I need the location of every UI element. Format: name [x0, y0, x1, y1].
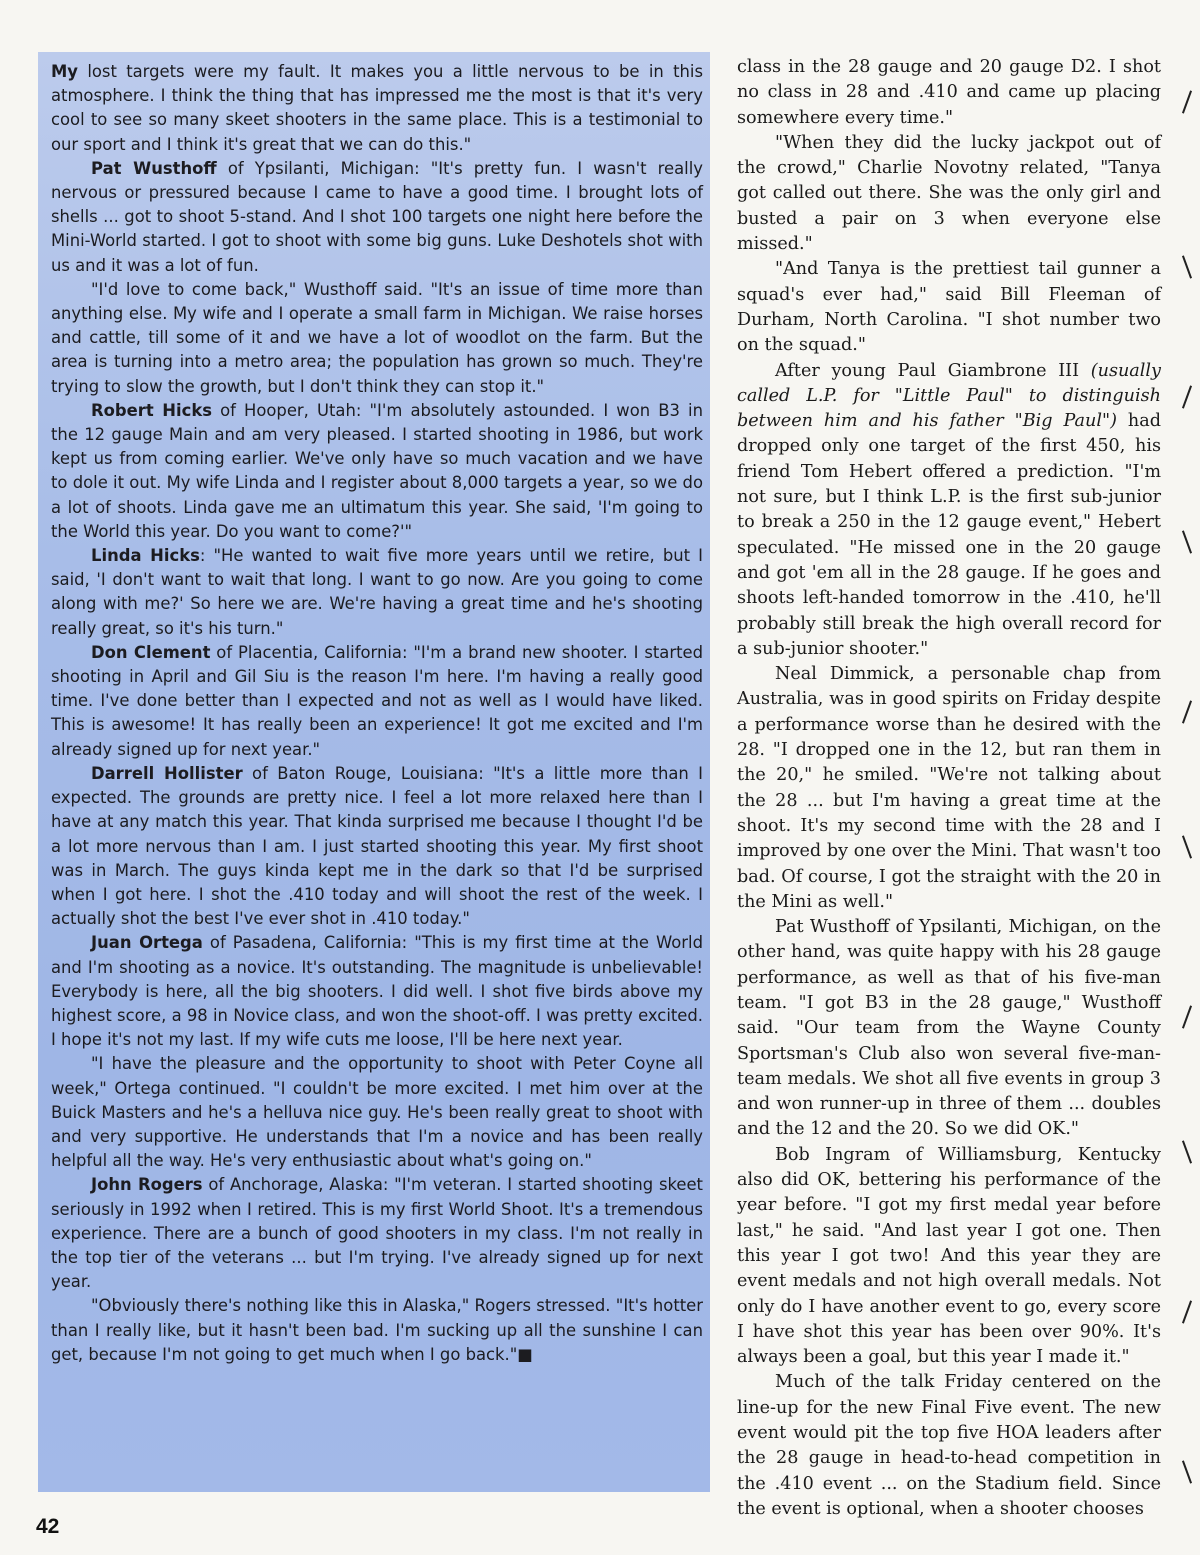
paragraph-text: of Placentia, California: "I'm a brand new shooter. I started shooting in April and Gil Siu is the reason I'm here. I'm having a really good time. I've done better than I expected and not as well as I would have liked. This is awesome! It has really been an experience! It got me excited and I'm already signed up for next year.": [51, 642, 703, 759]
speaker-name: John Rogers: [91, 1175, 203, 1195]
article-paragraph: Much of the talk Friday centered on the line-up for the new Final Five event. The new event would pit the top five HOA leaders after the 28 gauge in head-to-head competition in the .410 event ... on the Stadium field. Since the event is optional, when a shooter chooses: [737, 1372, 1161, 1519]
article-paragraph: class in the 28 gauge and 20 gauge D2. I shot no class in 28 and .410 and came up placing somewhere every time.": [737, 57, 1161, 128]
sidebar-quotes: [51, 60, 703, 1367]
edge-mark: [1182, 1005, 1192, 1028]
paragraph-text: lost targets were my fault. It makes you a little nervous to be in this atmosphere. I think the thing that has impressed me the most is that it's very cool to see so many skeet shooters in the same place. This is a testimonial to our sport and I think it's great that we can do this.": [51, 62, 703, 154]
edge-mark: [1182, 835, 1192, 858]
paragraph-text: "I have the pleasure and the opportunity to shoot with Peter Coyne all week," Ortega continued. "I couldn't be more excited. I met him over at the Buick Masters and he's a helluva nice guy. He's been really great to shoot with and very supportive. He understands that I'm a novice and has been really helpful all the way. He's very enthusiastic about what's going on.": [51, 1054, 703, 1171]
sidebar-paragraph: [51, 157, 703, 278]
sidebar-paragraph: [51, 60, 703, 157]
edge-mark: [1182, 90, 1192, 113]
edge-mark: [1182, 1300, 1192, 1323]
speaker-name: Pat Wusthoff: [91, 158, 217, 178]
speaker-name: My: [51, 62, 78, 81]
edge-mark: [1182, 255, 1192, 278]
sidebar-paragraph: [51, 762, 703, 931]
edge-mark: [1182, 385, 1192, 408]
paragraph-text: of Baton Rouge, Louisiana: "It's a little more than I expected. The grounds are pretty nice. I feel a lot more relaxed here than I have at any match this year. That kinda surprised me because I thought I'd be a lot more nervous than I am. I just started shooting this year. My first shoot was in March. The guys kinda kept me in the dark so that I'd be surprised when I got here. I shot the .410 today and will shoot the rest of the week. I actually shot the best I've ever shot in .410 today.": [51, 763, 703, 929]
speaker-name: Linda Hicks: [91, 546, 200, 566]
article-column: [737, 55, 1161, 1522]
paragraph-text: of Pasadena, California: "This is my first time at the World and I'm shooting as a novice. It's outstanding. The magnitude is unbelievable! Everybody is here, all the big shooters. I did well. I shot five birds above my highest score, a 98 in Novice class, and won the shoot-off. I was pretty excited. I hope it's not my last. If my wife cuts me loose, I'll be here next year.: [51, 933, 704, 1050]
speaker-name: Darrell Hollister: [91, 763, 243, 783]
article-paragraph: Neal Dimmick, a personable chap from Australia, was in good spirits on Friday despite a performance worse than he desired with the 28. "I dropped one in the 12, but ran them in the 20," he smiled. "We're not talking about the 28 ... but I'm having a great time at the shoot. It's my second time with the 28 and I improved by one over the Mini. That wasn't too bad. Of course, I got the straight with the 20 in the Mini as well.": [737, 664, 1161, 912]
article-paragraph: "When they did the lucky jackpot out of the crowd," Charlie Novotny related, "Tanya got called out there. She was the only girl and busted a pair on 3 when everyone else missed.": [737, 132, 1161, 255]
paragraph-text: of Ypsilanti, Michigan: "It's pretty fun. I wasn't really nervous or pressured because I came to have a good time. I brought lots of shells ... got to shoot 5-stand. And I shot 100 targets one night here before the Mini-World started. I got to shoot with some big guns. Luke Deshotels shot with us and it was a lot of fun.: [51, 158, 703, 275]
paragraph-text: "I'd love to come back," Wusthoff said. "It's an issue of time more than anything else. My wife and I operate a small farm in Michigan. We raise horses and cattle, till some of it and we have a lot of woodlot on the farm. But the area is turning into a metro area; the population has grown so much. They're trying to slow the growth, but I don't think they can stop it.": [51, 279, 703, 396]
paragraph-text: "Obviously there's nothing like this in Alaska," Rogers stressed. "It's hotter than I really like, but it hasn't been bad. I'm sucking up all the sunshine I can get, because I'm not going to get much when I go back."■: [51, 1296, 703, 1364]
speaker-name: Robert Hicks: [91, 400, 212, 420]
sidebar-paragraph: [51, 1294, 703, 1367]
paragraph-text: After young Paul Giambrone III: [775, 360, 1091, 381]
article-paragraph: "And Tanya is the prettiest tail gunner a squad's ever had," said Bill Fleeman of Durham, North Carolina. "I shot number two on the squad.": [737, 259, 1161, 356]
edge-mark: [1182, 1460, 1192, 1483]
paragraph-text: : "He wanted to wait five more years until we retire, but I said, 'I don't want to wait that long. I want to go now. Are you going to come along with me?' So here we are. We're having a great time and he's shooting really great, so it's his turn.": [51, 546, 703, 638]
article-paragraph: [737, 359, 1161, 663]
edge-mark: [1182, 1140, 1192, 1163]
paragraph-text: of Anchorage, Alaska: "I'm veteran. I started shooting skeet seriously in 1992 when I retired. This is my first World Shoot. It's a tremendous experience. There are a bunch of good shooters in my class. I'm not really in the top tier of the veterans ... but I'm trying. I've already signed up for next year.: [51, 1175, 703, 1292]
sidebar-paragraph: [51, 1052, 703, 1173]
speaker-name: Juan Ortega: [91, 933, 203, 953]
edge-mark: [1182, 700, 1192, 723]
sidebar-paragraph: [51, 399, 703, 544]
sidebar-paragraph: [51, 641, 703, 762]
sidebar-paragraph: [51, 544, 703, 641]
paragraph-text: had dropped only one target of the first 450, his friend Tom Hebert offered a prediction. "I'm not sure, but I think L.P. is the first sub-junior to break a 250 in the 12 gauge event," Hebert speculated. "He missed one in the 20 gauge and got 'em all in the 28 gauge. If he goes and shoots left-handed tomorrow in the .410, he'll probably still break the high overall record for a sub-junior shooter.": [737, 411, 1162, 659]
article-paragraph: Bob Ingram of Williamsburg, Kentucky also did OK, bettering his performance of the year before. "I got my first medal year before last," he said. "And last year I got one. Then this year I got two! And this year they are event medals and not high overall medals. Not only do I have another event to go, every score I have shot this year has been over 90%. It's always been a goal, but this year I made it.": [737, 1144, 1161, 1368]
paragraph-text: of Hooper, Utah: "I'm absolutely astounded. I won B3 in the 12 gauge Main and am very pleased. I started shooting in 1986, but work kept us from coming earlier. We've only have so much vacation and we have to dole it out. My wife Linda and I register about 8,000 targets a year, so we do a lot of shoots. Linda gave me an ultimatum this year. She said, 'I'm going to the World this year. Do you want to come?'": [51, 400, 703, 541]
edge-mark: [1182, 530, 1192, 553]
sidebar-paragraph: [51, 1173, 703, 1294]
page-number: 42: [36, 1515, 60, 1538]
speaker-name: Don Clement: [91, 642, 211, 662]
sidebar-paragraph: [51, 278, 703, 399]
sidebar-paragraph: [51, 931, 703, 1052]
article-paragraph: Pat Wusthoff of Ypsilanti, Michigan, on the other hand, was quite happy with his 28 gauge performance, as well as that of his five-man team. "I got B3 in the 28 gauge," Wusthoff said. "Our team from the Wayne County Sportsman's Club also won several five-man-team medals. We shot all five events in group 3 and won runner-up in three of them ... doubles and the 12 and the 20. So we did OK.": [737, 917, 1161, 1140]
italic-aside: (usually called L.P. for "Little Paul" to distinguish between him and his father "Big Paul"): [737, 360, 1161, 432]
